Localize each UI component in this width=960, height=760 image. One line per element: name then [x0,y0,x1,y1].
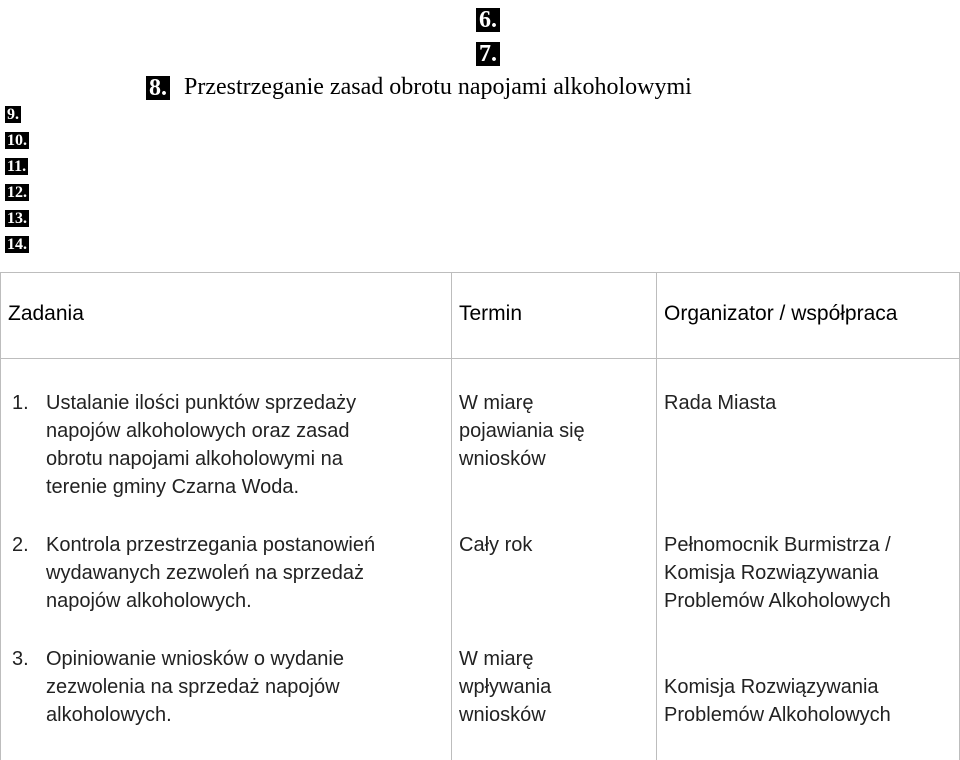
side-number-list [5,102,29,258]
column-divider-2 [656,272,657,760]
text-line: obrotu napojami alkoholowymi na [46,448,343,470]
section-number-6: 6. [476,8,500,32]
side-number-label: 11. [7,158,27,175]
side-number-11 [5,154,29,180]
text-line: W miarę [459,392,534,414]
column-divider-1 [451,272,452,760]
table-header-divider [0,358,960,359]
side-number-13 [5,206,29,232]
term-cell [459,531,532,559]
side-number-label: 9. [7,106,19,123]
text-line: Rada Miasta [664,392,777,414]
text-line: napojów alkoholowych oraz zasad [46,420,350,442]
text-line: pojawiania się [459,420,585,442]
text-line: wniosków [459,704,546,726]
text-line: Pełnomocnik Burmistrza / [664,534,891,556]
side-number-label: 14. [7,236,27,253]
side-number-10 [5,128,29,154]
organizer-cell [664,673,891,729]
text-line: Komisja Rozwiązywania [664,676,879,698]
text-line: W miarę [459,648,534,670]
task-description [46,645,436,729]
organizer-cell [664,531,891,615]
row-number: 1. [12,392,29,414]
section-title: Przestrzeganie zasad obrotu napojami alkoholowymi [184,74,692,100]
text-line: Opiniowanie wniosków o wydanie [46,648,344,670]
text-line: wpływania [459,676,552,698]
text-line: Ustalanie ilości punktów sprzedaży [46,392,357,414]
row-number: 3. [12,648,29,670]
column-header-term: Termin [459,302,523,325]
task-description [46,389,436,501]
column-header-tasks: Zadania [8,302,84,325]
text-line: Komisja Rozwiązywania [664,562,879,584]
side-number-label: 13. [7,210,27,227]
section-number-8: 8. [146,76,170,100]
text-line: napojów alkoholowych. [46,590,252,612]
column-header-organizer: Organizator / współpraca [664,302,898,325]
text-line: Kontrola przestrzegania postanowień [46,534,376,556]
term-cell [459,645,551,729]
section-number-7: 7. [476,42,500,66]
term-cell [459,389,585,473]
side-number-14 [5,232,29,258]
text-line: Cały rok [459,534,533,556]
side-number-label: 10. [7,132,27,149]
tasks-table [0,272,960,760]
text-line: terenie gminy Czarna Woda. [46,476,300,498]
text-line: zezwolenia na sprzedaż napojów [46,676,340,698]
side-number-label: 12. [7,184,27,201]
section-heading [146,74,692,101]
side-number-12 [5,180,29,206]
row-number: 2. [12,534,29,556]
text-line: Problemów Alkoholowych [664,704,891,726]
text-line: Problemów Alkoholowych [664,590,891,612]
task-description [46,531,436,615]
text-line: alkoholowych. [46,704,172,726]
side-number-9 [5,102,29,128]
table-border-left [0,272,1,760]
text-line: wniosków [459,448,546,470]
organizer-cell [664,389,776,417]
table-border-top [0,272,960,273]
text-line: wydawanych zezwoleń na sprzedaż [46,562,364,584]
